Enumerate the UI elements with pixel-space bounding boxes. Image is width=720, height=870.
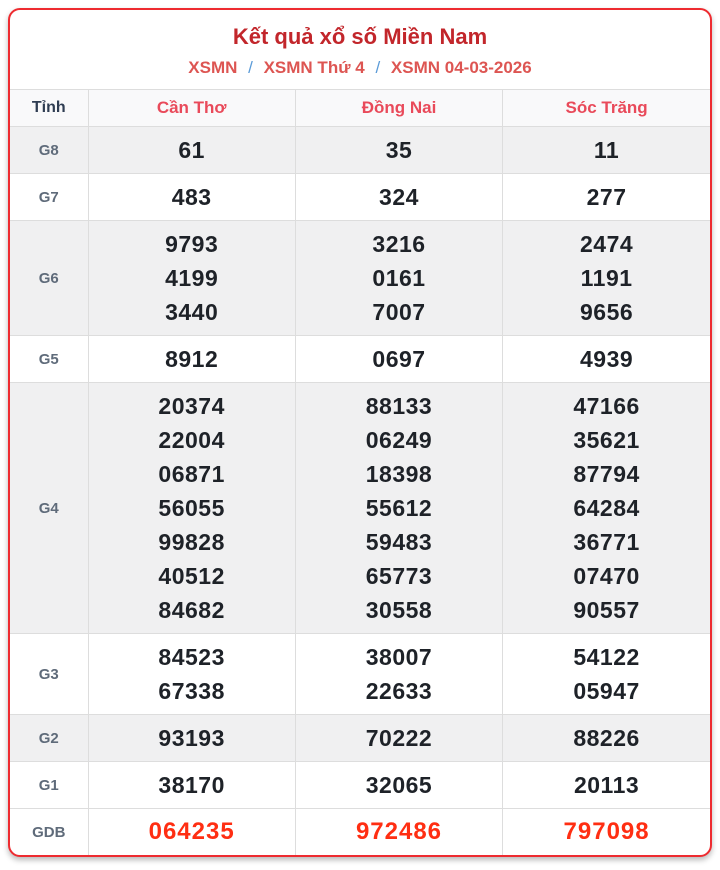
- result-cell: [295, 809, 502, 856]
- result-number: 324: [379, 184, 419, 210]
- result-cell: [295, 127, 502, 174]
- result-number: 07470: [573, 563, 640, 589]
- breadcrumb: [20, 58, 700, 78]
- breadcrumb-link-xsmn[interactable]: XSMN: [188, 58, 238, 77]
- result-cell: [88, 336, 295, 383]
- result-cell: [295, 336, 502, 383]
- result-cell: [295, 174, 502, 221]
- result-number: 47166: [573, 393, 640, 419]
- column-header-dong-nai[interactable]: Đồng Nai: [295, 90, 502, 127]
- result-number: 65773: [365, 563, 433, 589]
- result-number: 70222: [365, 725, 433, 751]
- table-header-row: [10, 90, 710, 127]
- prize-label: G4: [10, 383, 88, 634]
- column-header-soc-trang[interactable]: Sóc Trăng: [503, 90, 710, 127]
- result-cell: [295, 762, 502, 809]
- result-number: 8912: [165, 346, 219, 372]
- result-cell: [88, 762, 295, 809]
- table-row-gdb: [10, 809, 710, 856]
- result-cell: [295, 715, 502, 762]
- result-cell: [88, 174, 295, 221]
- prize-label: G7: [10, 174, 88, 221]
- result-number: 20113: [573, 772, 640, 798]
- result-number: 20374: [158, 393, 225, 419]
- result-cell: [503, 715, 710, 762]
- result-number: 90557: [573, 597, 640, 623]
- result-number: 1191: [580, 265, 633, 291]
- table-row-g2: [10, 715, 710, 762]
- breadcrumb-separator: /: [248, 58, 253, 77]
- result-cell: [88, 383, 295, 634]
- table-row-g7: [10, 174, 710, 221]
- result-number: 972486: [355, 818, 443, 845]
- prize-label: G1: [10, 762, 88, 809]
- breadcrumb-separator: /: [375, 58, 381, 77]
- result-number: 05947: [573, 678, 640, 704]
- prize-label: G6: [10, 221, 88, 336]
- result-number: 88133: [365, 393, 433, 419]
- result-number: 54122: [573, 644, 640, 670]
- prize-label: GDB: [10, 809, 88, 856]
- table-row-g1: [10, 762, 710, 809]
- result-cell: [503, 127, 710, 174]
- result-number: 22633: [365, 678, 433, 704]
- prize-label: G8: [10, 127, 88, 174]
- result-cell: [503, 221, 710, 336]
- result-number: 06249: [365, 427, 433, 453]
- result-cell: [503, 174, 710, 221]
- column-header-province: Tỉnh: [10, 90, 88, 127]
- prize-label: G2: [10, 715, 88, 762]
- lottery-results-table: [10, 89, 710, 855]
- result-number: 88226: [573, 725, 640, 751]
- table-row-g5: [10, 336, 710, 383]
- result-number: 55612: [365, 495, 433, 521]
- result-cell: [295, 383, 502, 634]
- result-number: 30558: [365, 597, 433, 623]
- result-cell: [503, 634, 710, 715]
- result-number: 56055: [158, 495, 225, 521]
- table-row-g3: [10, 634, 710, 715]
- result-number: 35: [385, 137, 413, 163]
- result-number: 38170: [158, 772, 225, 798]
- result-cell: [88, 221, 295, 336]
- result-number: 18398: [365, 461, 433, 487]
- result-number: 99828: [158, 529, 225, 555]
- result-number: 64284: [573, 495, 640, 521]
- result-cell: [503, 336, 710, 383]
- result-number: 11: [593, 137, 620, 163]
- result-number: 36771: [573, 529, 640, 555]
- result-number: 67338: [158, 678, 225, 704]
- result-number: 0161: [372, 265, 426, 291]
- breadcrumb-link-xsmn-thu-4[interactable]: XSMN Thứ 4: [263, 58, 365, 77]
- result-number: 61: [178, 137, 205, 163]
- result-number: 7007: [372, 299, 426, 325]
- result-cell: [295, 634, 502, 715]
- result-cell: [295, 221, 502, 336]
- result-cell: [503, 809, 710, 856]
- result-number: 35621: [573, 427, 640, 453]
- result-number: 483: [171, 184, 212, 210]
- result-number: 93193: [158, 725, 225, 751]
- results-card: [8, 8, 712, 857]
- result-cell: [503, 383, 710, 634]
- result-number: 277: [586, 184, 627, 210]
- result-number: 38007: [365, 644, 433, 670]
- result-number: 84682: [158, 597, 225, 623]
- result-number: 59483: [365, 529, 433, 555]
- page-title: Kết quả xổ số Miền Nam: [232, 24, 488, 49]
- result-number: 40512: [158, 563, 225, 589]
- result-number: 4939: [579, 346, 634, 372]
- page-header: [10, 10, 710, 89]
- result-number: 87794: [573, 461, 640, 487]
- result-number: 22004: [158, 427, 225, 453]
- result-number: 0697: [372, 346, 426, 372]
- result-cell: [503, 762, 710, 809]
- result-number: 4199: [165, 265, 219, 291]
- table-row-g6: [10, 221, 710, 336]
- result-number: 2474: [579, 231, 634, 257]
- result-number: 32065: [365, 772, 433, 798]
- result-number: 3216: [372, 231, 426, 257]
- result-cell: [88, 715, 295, 762]
- table-row-g8: [10, 127, 710, 174]
- result-number: 06871: [158, 461, 225, 487]
- column-header-can-tho[interactable]: Cần Thơ: [88, 90, 295, 127]
- result-number: 064235: [148, 818, 235, 845]
- result-number: 9656: [579, 299, 634, 325]
- result-cell: [88, 809, 295, 856]
- result-number: 84523: [158, 644, 225, 670]
- result-number: 3440: [165, 299, 219, 325]
- table-row-g4: [10, 383, 710, 634]
- result-number: 9793: [165, 231, 219, 257]
- prize-label: G5: [10, 336, 88, 383]
- prize-label: G3: [10, 634, 88, 715]
- result-number: 797098: [563, 818, 650, 845]
- result-cell: [88, 127, 295, 174]
- result-cell: [88, 634, 295, 715]
- breadcrumb-link-xsmn-date[interactable]: XSMN 04-03-2026: [390, 58, 532, 77]
